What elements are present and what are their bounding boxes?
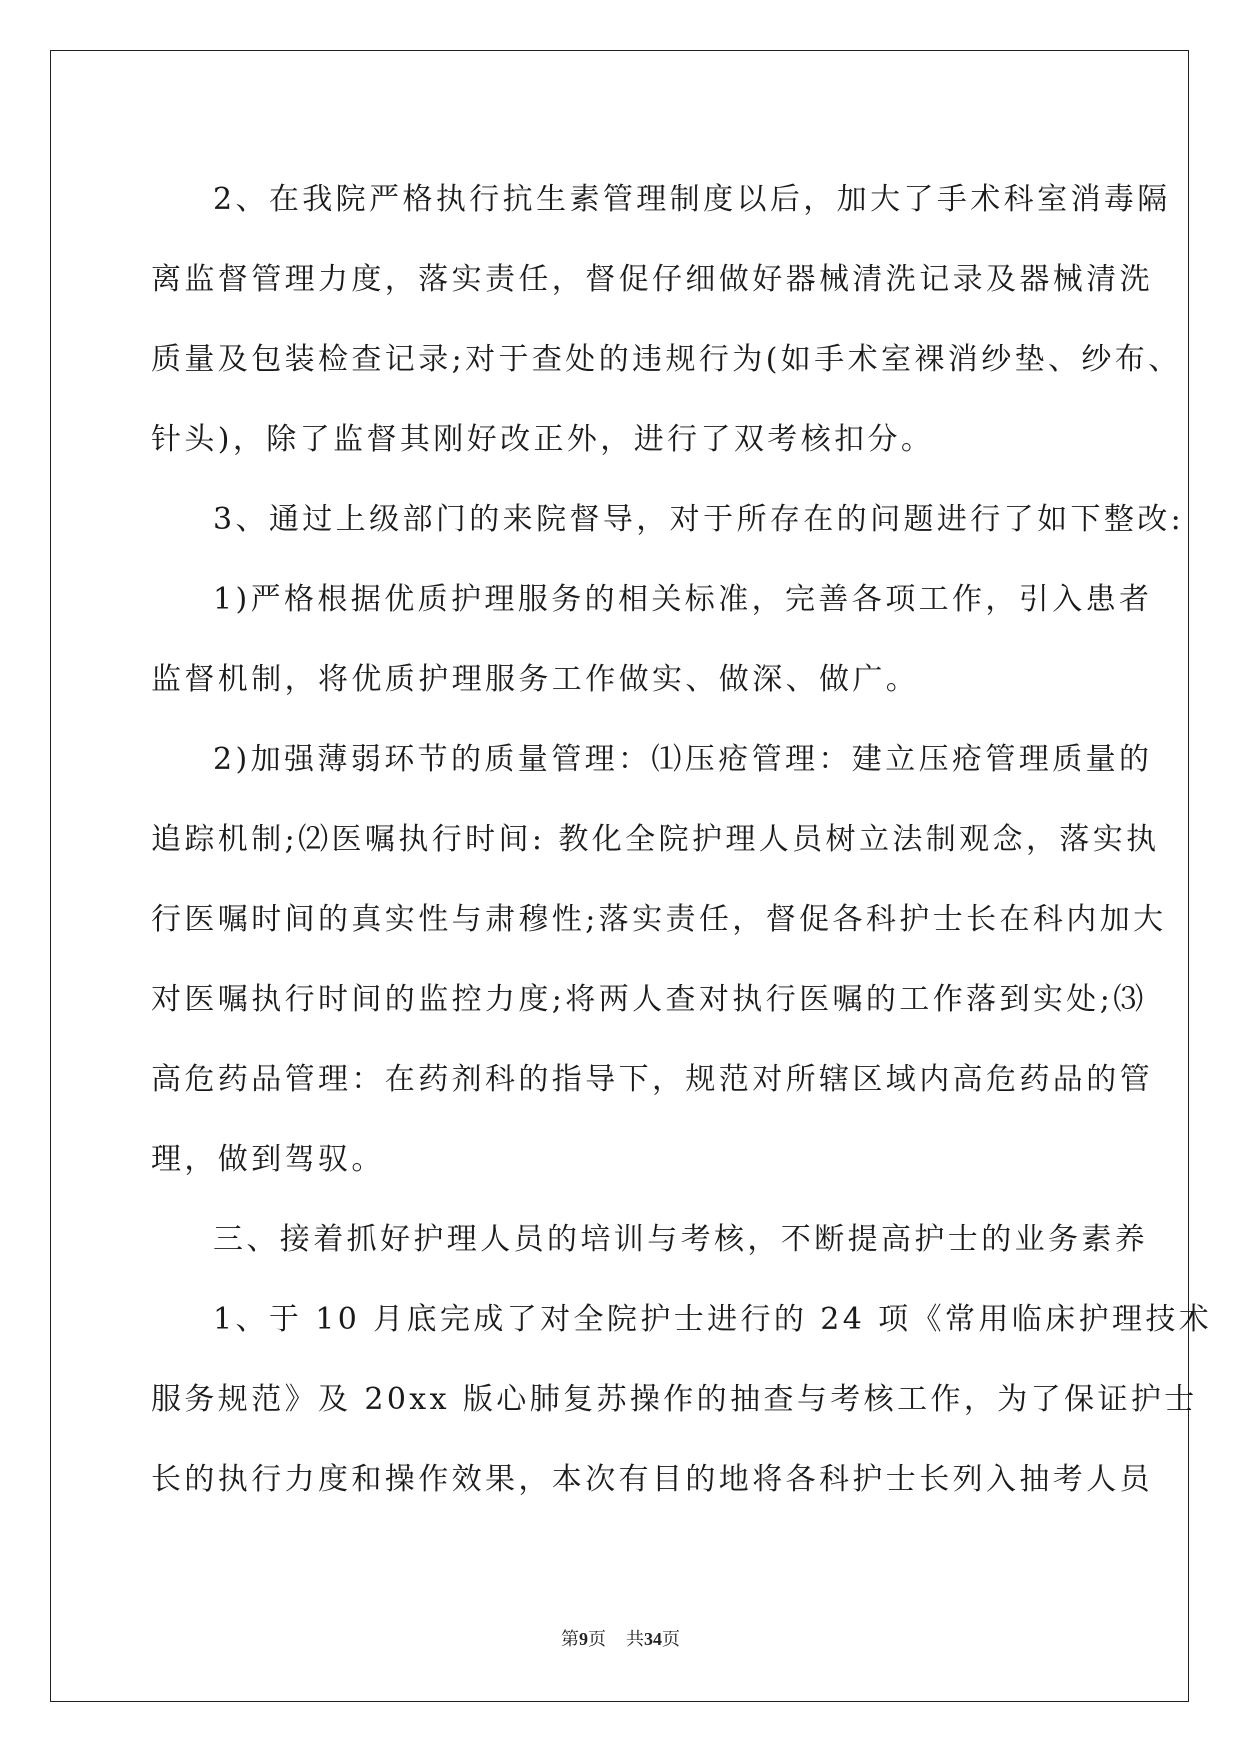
paragraph-line: 理，做到驾驭。 <box>151 1142 385 1177</box>
paragraph-line: 1、于 10 月底完成了对全院护士进行的 24 项《常用临床护理技术 <box>213 1302 1213 1337</box>
paragraph-line: 2)加强薄弱环节的质量管理：⑴压疮管理：建立压疮管理质量的 <box>213 742 1153 777</box>
paragraph-line: 追踪机制;⑵医嘱执行时间: 教化全院护理人员树立法制观念，落实执 <box>151 822 1160 857</box>
paragraph-line: 针头)，除了监督其刚好改正外，进行了双考核扣分。 <box>151 422 935 457</box>
paragraph-line: 高危药品管理：在药剂科的指导下，规范对所辖区域内高危药品的管 <box>151 1062 1153 1097</box>
paragraph-line: 2、在我院严格执行抗生素管理制度以后，加大了手术科室消毒隔 <box>213 182 1171 217</box>
paragraph-line: 1)严格根据优质护理服务的相关标准，完善各项工作，引入患者 <box>213 582 1153 617</box>
paragraph-line: 3、通过上级部门的来院督导，对于所存在的问题进行了如下整改: <box>213 502 1185 537</box>
paragraph-line: 行医嘱时间的真实性与肃穆性;落实责任，督促各科护士长在科内加大 <box>151 902 1167 937</box>
paragraph-line: 对医嘱执行时间的监控力度;将两人查对执行医嘱的工作落到实处;⑶ <box>151 982 1147 1017</box>
paragraph-line: 服务规范》及 20xx 版心肺复苏操作的抽查与考核工作，为了保证护士 <box>151 1382 1198 1417</box>
page-prefix: 第 <box>561 1629 579 1649</box>
paragraph-line: 质量及包装检查记录;对于查处的违规行为(如手术室裸消纱垫、纱布、 <box>151 342 1182 377</box>
total-pages: 34 <box>644 1629 662 1649</box>
document-body <box>151 160 1213 1520</box>
paragraph-line: 长的执行力度和操作效果，本次有目的地将各科护士长列入抽考人员 <box>151 1462 1153 1497</box>
page-suffix: 页 <box>588 1629 606 1649</box>
section-heading-line: 三、接着抓好护理人员的培训与考核，不断提高护士的业务素养 <box>213 1222 1149 1257</box>
paragraph-line: 监督机制，将优质护理服务工作做实、做深、做广。 <box>151 662 920 697</box>
page-footer <box>0 1625 1241 1651</box>
total-prefix: 共 <box>626 1629 644 1649</box>
total-suffix: 页 <box>662 1629 680 1649</box>
page-number: 9 <box>579 1629 588 1649</box>
paragraph-line: 离监督管理力度，落实责任，督促仔细做好器械清洗记录及器械清洗 <box>151 262 1153 297</box>
